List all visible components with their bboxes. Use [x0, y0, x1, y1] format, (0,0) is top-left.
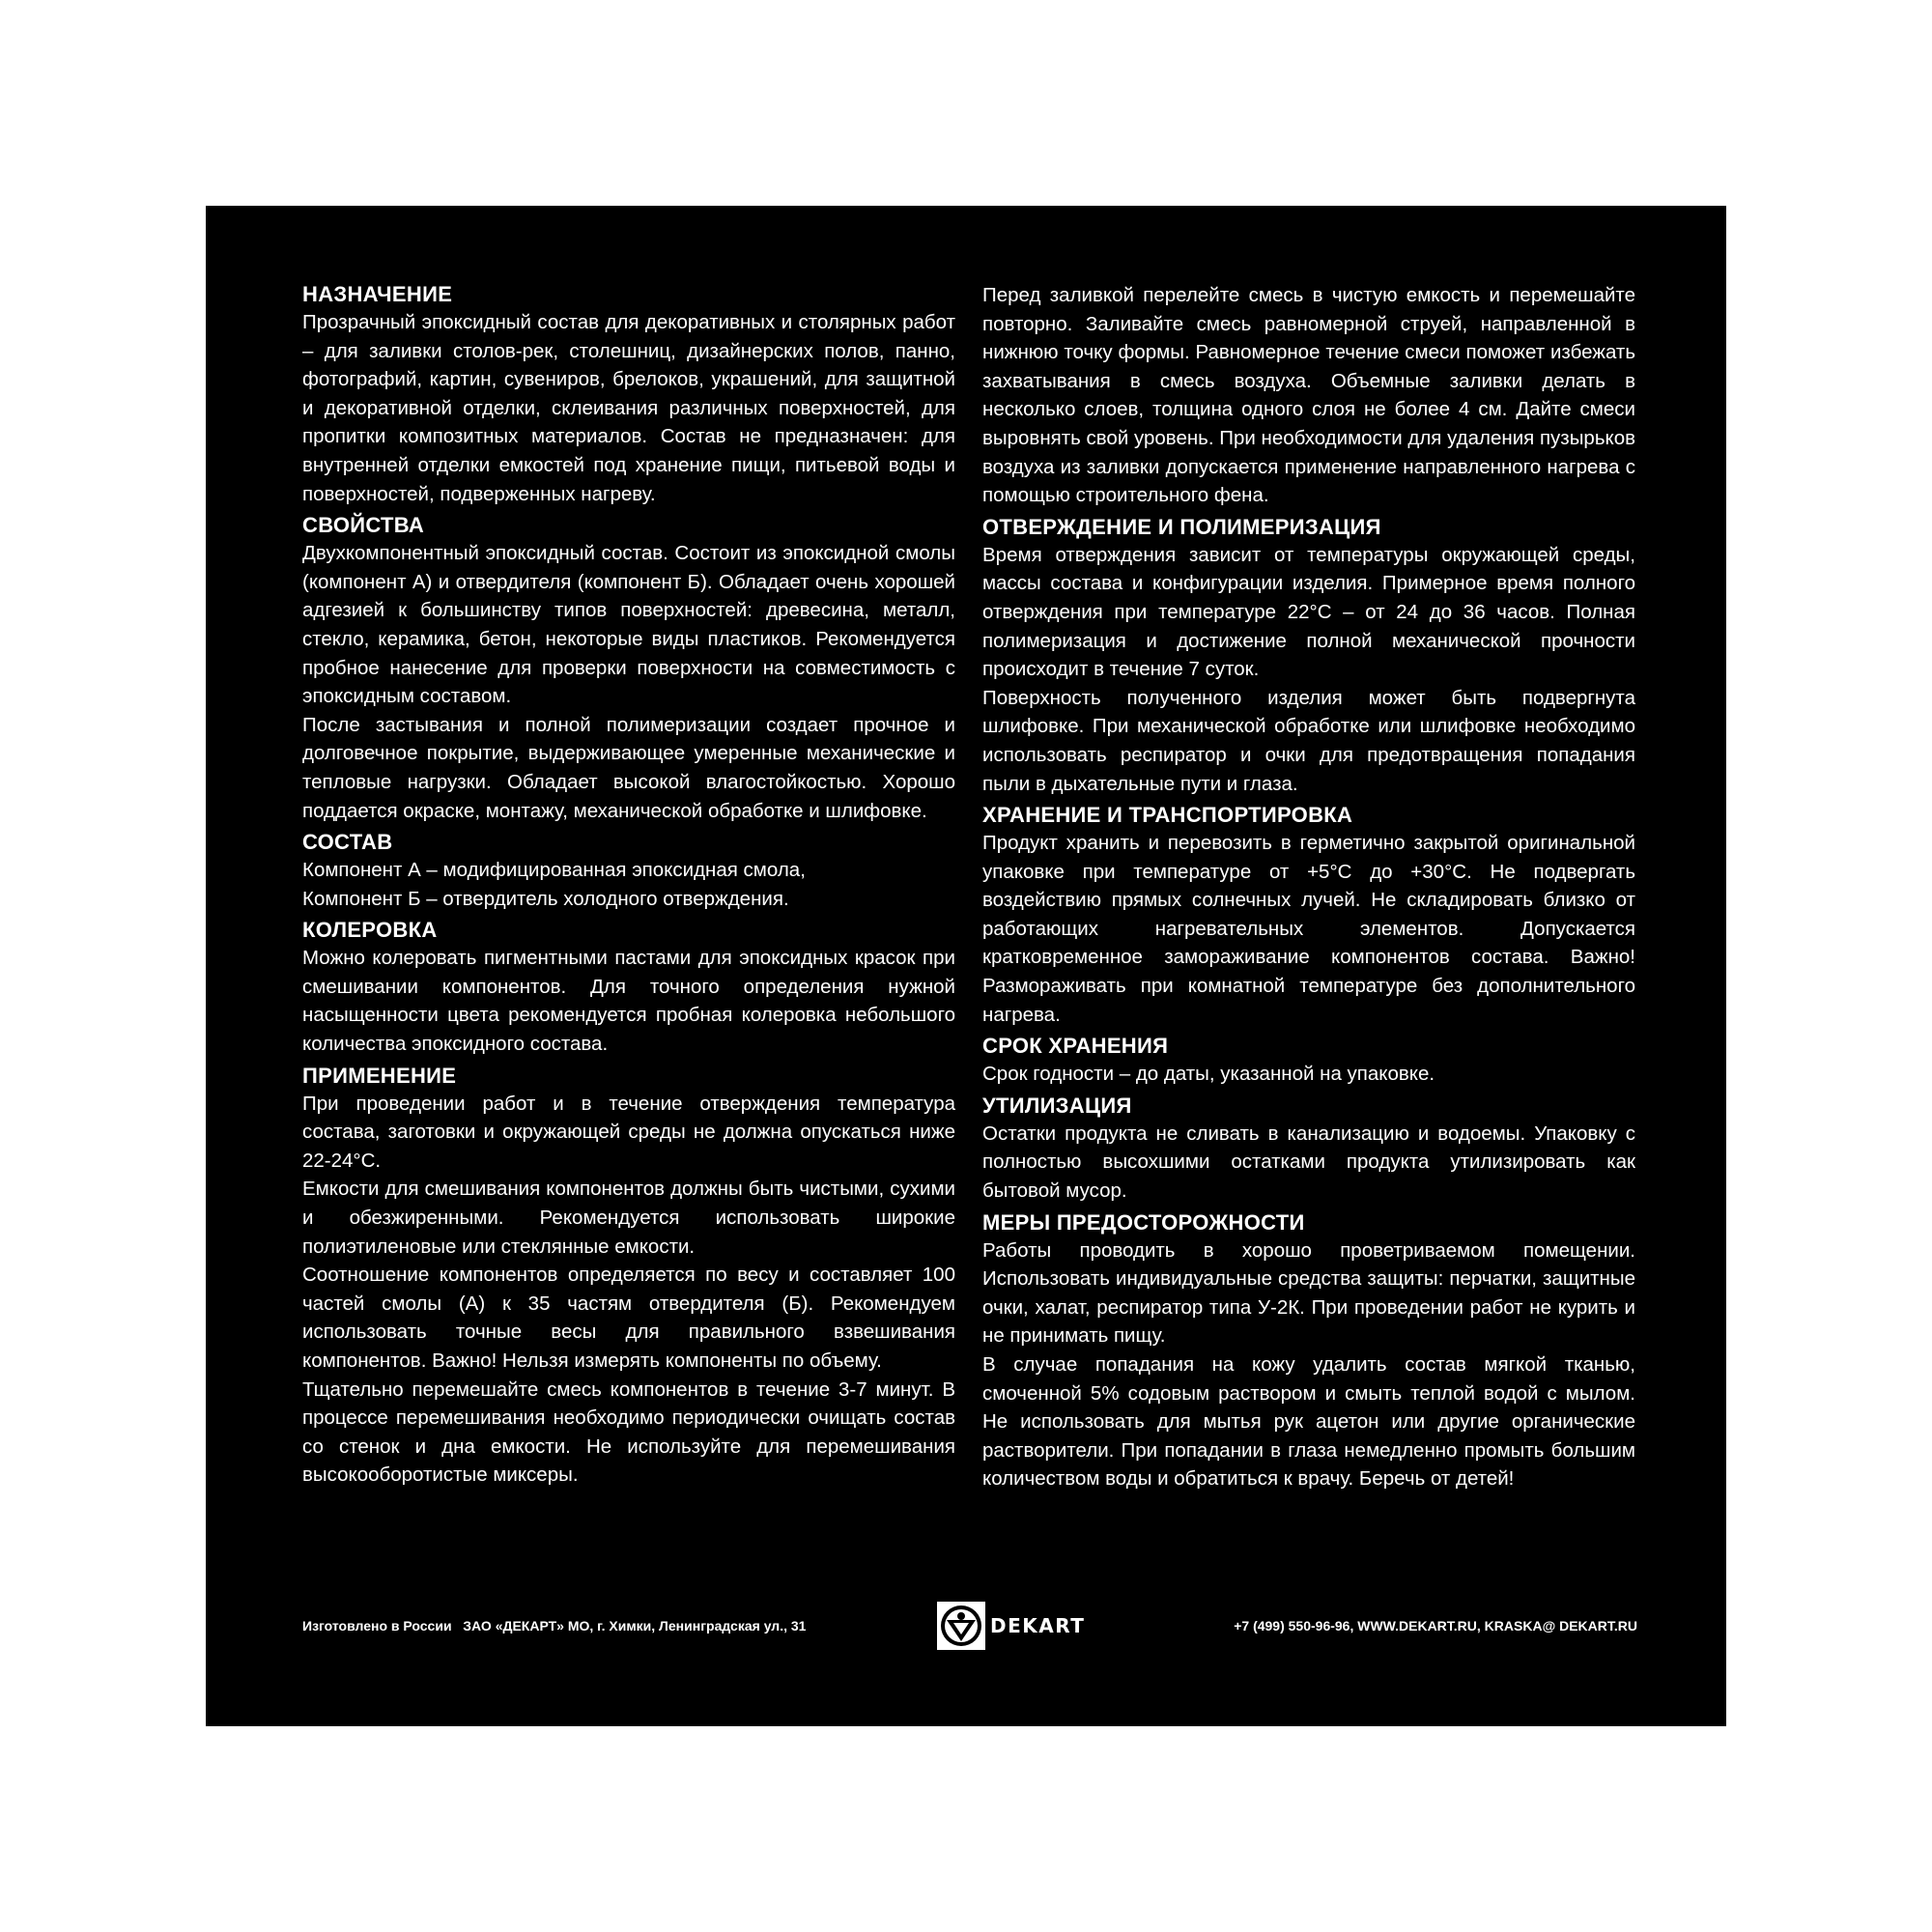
section-shelf-life: [982, 1033, 1635, 1089]
section-text: Поверхность полученного изделия может быть подвергнута шлифовке. При механической обработке или шлифовке необходимо использовать респиратор и очки для предотвращения попадания пыли в дыхательные пути и глаза.: [982, 686, 1635, 795]
section-disposal: [982, 1093, 1635, 1206]
section-purpose: [302, 281, 955, 508]
label-panel: [206, 206, 1726, 1726]
section-title: СРОК ХРАНЕНИЯ: [982, 1034, 1169, 1059]
section-title: ОТВЕРЖДЕНИЕ И ПОЛИМЕРИЗАЦИЯ: [982, 514, 1381, 539]
address-text: ЗАО «ДЕКАРТ» МО, г. Химки, Ленинградская ул., 31: [463, 1618, 807, 1634]
section-text: Соотношение компонентов определяется по весу и составляет 100 частей смолы (А) к 35 частям отвердителя (Б). Рекомендуем использовать точные весы для правильного взвешивания компонентов. Важно! Нельзя измерять компоненты по объему.: [302, 1264, 955, 1372]
section-text: При проведении работ и в течение отверждения температура состава, заготовки и окружающей среды не должна опускаться ниже 22-24°С.: [302, 1092, 955, 1172]
footer: [302, 1601, 1637, 1651]
made-in-text: Изготовлено в России: [302, 1618, 452, 1634]
section-text: Срок годности – до даты, указанной на упаковке.: [982, 1063, 1435, 1086]
section-text: Время отверждения зависит от температуры окружающей среды, массы состава и конфигурации изделия. Примерное время полного отверждения при температуре 22°С – от 24 до 36 часов. Полная полимеризация и достижение полной механической прочности происходит в течение 7 суток.: [982, 543, 1635, 681]
section-title: ХРАНЕНИЕ И ТРАНСПОРТИРОВКА: [982, 803, 1353, 828]
section-title: СВОЙСТВА: [302, 513, 425, 538]
section-text: После застывания и полной полимеризации создает прочное и долговечное покрытие, выдерживающее умеренные механические и тепловые нагрузки. Обладает высокой влагостойкостью. Хорошо поддается окраске, монтажу, механической обработке и шлифовке.: [302, 713, 955, 822]
right-column: [982, 281, 1635, 1493]
section-text: Продукт хранить и перевозить в герметично закрытой оригинальной упаковке при температуре от +5°С до +30°С. Не подвергать воздействию прямых солнечных лучей. Не складировать близко от работающих нагревательных элементов. Допускается кратковременное замораживание компонентов состава. Важно! Размораживать при комнатной температуре без дополнительного нагрева.: [982, 832, 1635, 1026]
contacts-text: +7 (499) 550-96-96, WWW.DEKART.RU, KRASKA@ DEKART.RU: [1234, 1618, 1637, 1634]
brand-logo: [936, 1601, 1085, 1651]
manufacturer-info: [302, 1618, 806, 1634]
section-text: Компонент Б – отвердитель холодного отверждения.: [302, 887, 789, 910]
section-storage: [982, 802, 1635, 1029]
section-application: [302, 1063, 955, 1490]
section-text: Можно колеровать пигментными пастами для эпоксидных красок при смешивании компонентов. Для точного определения нужной насыщенности цвета рекомендуется пробная колеровка небольшого количества эпоксидного состава.: [302, 947, 955, 1056]
section-composition: [302, 829, 955, 913]
section-text: Прозрачный эпоксидный состав для декоративных и столярных работ – для заливки столов-рек, столешниц, дизайнерских полов, панно, фотографий, картин, сувениров, брелоков, украшений, для защитной и декоративной отделки, склеивания различных поверхностей, для пропитки композитных материалов. Состав не предназначен: для внутренней отделки емкостей под хранение пищи, питьевой воды и поверхностей, подверженных нагреву.: [302, 311, 955, 505]
section-title: КОЛЕРОВКА: [302, 918, 438, 943]
section-application-continued: [982, 281, 1635, 510]
section-precautions: [982, 1209, 1635, 1493]
section-title: ПРИМЕНЕНИЕ: [302, 1063, 457, 1088]
section-title: СОСТАВ: [302, 830, 393, 855]
section-text: Работы проводить в хорошо проветриваемом помещении. Использовать индивидуальные средства защиты: перчатки, защитные очки, халат, респиратор типа У-2К. При проведении работ не курить и не принимать пищу.: [982, 1238, 1635, 1348]
section-text: Перед заливкой перелейте смесь в чистую емкость и перемешайте повторно. Заливайте смесь равномерной струей, направленной в нижнюю точку формы. Равномерное течение смеси поможет избежать захватывания в смесь воздуха. Объемные заливки делать в несколько слоев, толщина одного слоя не более 4 см. Дайте смеси выровнять свой уровень. При необходимости для удаления пузырьков воздуха из заливки допускается применение направленного нагрева с помощью строительного фена.: [982, 284, 1636, 507]
section-text: Емкости для смешивания компонентов должны быть чистыми, сухими и обезжиренными. Рекомендуется использовать широкие полиэтиленовые или стеклянные емкости.: [302, 1178, 955, 1258]
section-title: МЕРЫ ПРЕДОСТОРОЖНОСТИ: [982, 1209, 1305, 1235]
section-curing: [982, 514, 1635, 798]
section-title: НАЗНАЧЕНИЕ: [302, 282, 453, 306]
dekart-person-in-circle-logo-icon: [936, 1601, 986, 1651]
section-text: Двухкомпонентный эпоксидный состав. Состоит из эпоксидной смолы (компонент А) и отвердителя (компонент Б). Обладает очень хорошей адгезией к большинству типов поверхностей: древесина, металл, стекло, керамика, бетон, некоторые виды пластиков. Рекомендуется пробное нанесение для проверки поверхности на совместимость с эпоксидным составом.: [302, 542, 955, 708]
brand-name: DEKART: [990, 1614, 1086, 1637]
left-column: [302, 281, 955, 1490]
section-text: Компонент А – модифицированная эпоксидная смола,: [302, 859, 806, 882]
section-text: В случае попадания на кожу удалить состав мягкой тканью, смоченной 5% содовым раствором и смыть теплой водой с мылом. Не использовать для мытья рук ацетон или другие органические растворители. При попадании в глаза немедленно промыть большим количеством воды и обратиться к врачу. Беречь от детей!: [982, 1353, 1635, 1491]
section-properties: [302, 512, 955, 825]
section-tinting: [302, 917, 955, 1058]
section-text: Остатки продукта не сливать в канализацию и водоемы. Упаковку с полностью высохшими остатками продукта утилизировать как бытовой мусор.: [982, 1122, 1635, 1203]
section-title: УТИЛИЗАЦИЯ: [982, 1093, 1132, 1118]
section-text: Тщательно перемешайте смесь компонентов в течение 3-7 минут. В процессе перемешивания необходимо периодически очищать состав со стенок и дна емкости. Не используйте для перемешивания высокооборотистые миксеры.: [302, 1378, 955, 1487]
